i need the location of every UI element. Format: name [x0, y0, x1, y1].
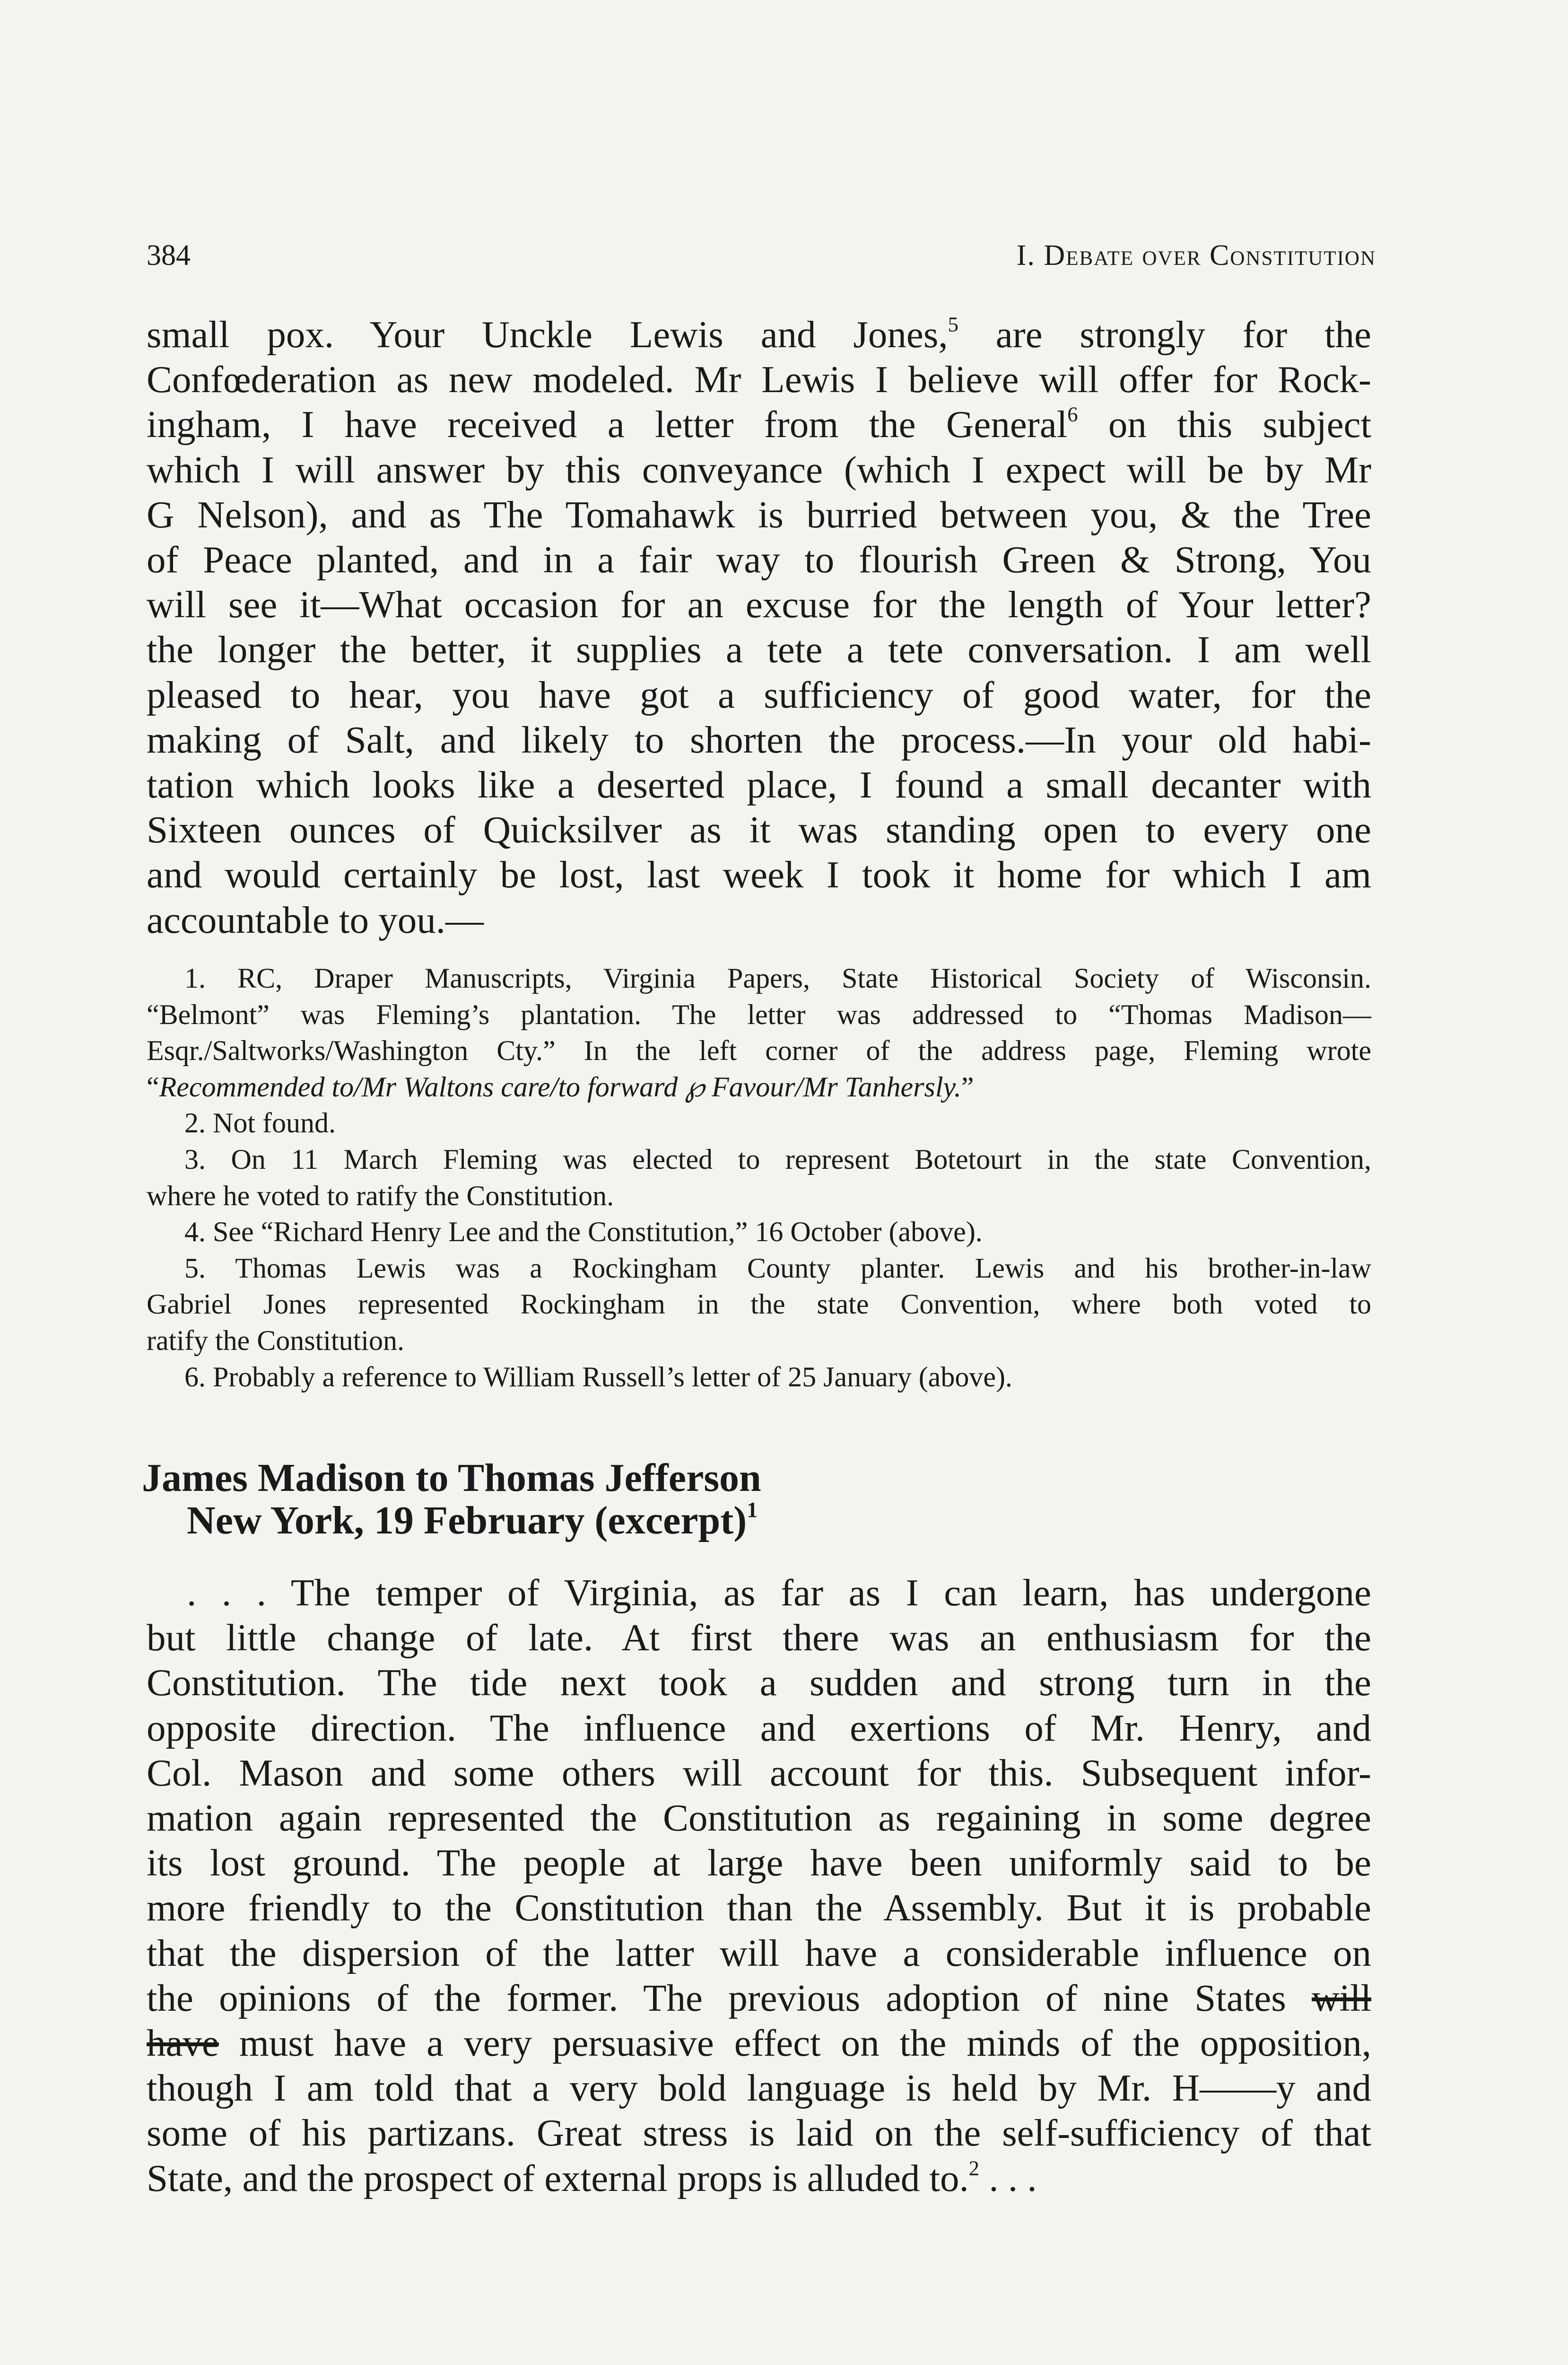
footnotes	[147, 960, 1371, 1395]
footnote-1-line: “Recommended to/Mr Waltons care/to forward ℘ Favour/Mr Tanhersly.”	[147, 1071, 974, 1103]
text-line: have must have a very persuasive effect on the minds of the opposition,	[147, 2022, 1371, 2065]
footnote-ref: 2	[968, 2156, 980, 2180]
text-line: tation which looks like a deserted place, I found a small decanter with	[147, 763, 1371, 806]
text-line: which I will answer by this conveyance (which I expect will be by Mr	[147, 448, 1371, 491]
page-number: 384	[147, 239, 191, 272]
text-line: of Peace planted, and in a fair way to flourish Green & Strong, You	[147, 538, 1371, 581]
footnote-6: 6. Probably a reference to William Russell’s letter of 25 January (above).	[184, 1361, 1012, 1393]
text-line: mation again represented the Constitution as regaining in some degree	[147, 1796, 1371, 1839]
text-line: some of his partizans. Great stress is laid on the self-sufficiency of that	[147, 2111, 1371, 2155]
footnote-1-line: Esqr./Saltworks/Washington Cty.” In the left corner of the address page, Fleming wrote	[147, 1035, 1371, 1067]
footnote-5: 5. Thomas Lewis was a Rockingham County planter. Lewis and his brother-in-law	[184, 1252, 1371, 1284]
text-line: will see it—What occasion for an excuse for the length of Your letter?	[147, 583, 1371, 626]
footnote-5-line: ratify the Constitution.	[147, 1324, 404, 1356]
text-line: but little change of late. At first there was an enthusiasm for the	[147, 1616, 1371, 1659]
footnote-1-line: “Belmont” was Fleming’s plantation. The letter was addressed to “Thomas Madison—	[147, 999, 1371, 1030]
footnote-3: 3. On 11 March Fleming was elected to represent Botetourt in the state Convention,	[184, 1143, 1371, 1175]
text-line: that the dispersion of the latter will have a considerable influence on	[147, 1931, 1371, 1974]
text-line: the longer the better, it supplies a tete a tete conversation. I am well	[147, 628, 1371, 671]
footnote-ref: 1	[747, 1498, 758, 1522]
footnote-4: 4. See “Richard Henry Lee and the Constitution,” 16 October (above).	[184, 1216, 983, 1248]
text-line: ingham, I have received a letter from the General$^6$ on this subject	[147, 403, 1372, 446]
text-line: Confœderation as new modeled. Mr Lewis I believe will offer for Rock-	[147, 358, 1371, 401]
text-line: G Nelson), and as The Tomahawk is burried between you, & the Tree	[147, 493, 1371, 536]
struck-word: will	[1311, 1976, 1371, 2019]
text-line: the opinions of the former. The previous adoption of nine States will	[147, 1976, 1371, 2019]
text-line: State, and the prospect of external props is alluded to.$^2$ . . .	[147, 2156, 1037, 2199]
text-line: pleased to hear, you have got a sufficiency of good water, for the	[147, 673, 1371, 716]
footnote-ref: 6	[1067, 403, 1078, 426]
text-line: accountable to you.—	[147, 898, 484, 941]
document-title: James Madison to Thomas Jefferson	[142, 1456, 761, 1500]
document-heading	[142, 1457, 1371, 1542]
footnote-3-line: where he voted to ratify the Constitution.	[147, 1180, 614, 1211]
letter-continued-text	[147, 312, 1371, 943]
text-line: opposite direction. The influence and exertions of Mr. Henry, and	[147, 1706, 1371, 1749]
document-subtitle: New York, 19 February (excerpt)$^1$	[187, 1498, 758, 1542]
text-line: Sixteen ounces of Quicksilver as it was standing open to every one	[147, 808, 1371, 851]
text-line: Constitution. The tide next took a sudden and strong turn in the	[147, 1661, 1371, 1704]
footnote-1: 1. RC, Draper Manuscripts, Virginia Papers, State Historical Society of Wisconsin.	[184, 963, 1371, 994]
text-line: though I am told that a very bold language is held by Mr. H——y and	[147, 2067, 1371, 2110]
text-line: its lost ground. The people at large have been uniformly said to be	[147, 1841, 1371, 1884]
footnote-ref: 5	[948, 312, 958, 336]
text-line: . . . The temper of Virginia, as far as I can learn, has undergone	[187, 1571, 1371, 1614]
footnote-2: 2. Not found.	[184, 1107, 336, 1139]
madison-letter-text	[147, 1570, 1371, 2201]
text-line: and would certainly be lost, last week I took it home for which I am	[147, 853, 1371, 896]
text-line: making of Salt, and likely to shorten the process.—In your old habi-	[147, 718, 1371, 761]
text-line: Col. Mason and some others will account for this. Subsequent infor-	[147, 1751, 1371, 1794]
text-line: more friendly to the Constitution than the Assembly. But it is probable	[147, 1886, 1371, 1929]
footnote-5-line: Gabriel Jones represented Rockingham in the state Convention, where both voted to	[147, 1288, 1371, 1320]
section-title: I. Debate over Constitution	[1016, 239, 1376, 272]
struck-word: have	[147, 2022, 219, 2065]
text-line: small pox. Your Unckle Lewis and Jones,$^5$ are strongly for the	[147, 312, 1371, 356]
address-note-italic: Recommended to/Mr Waltons care/to forward ℘ Favour/Mr Tanhersly.	[159, 1071, 961, 1103]
